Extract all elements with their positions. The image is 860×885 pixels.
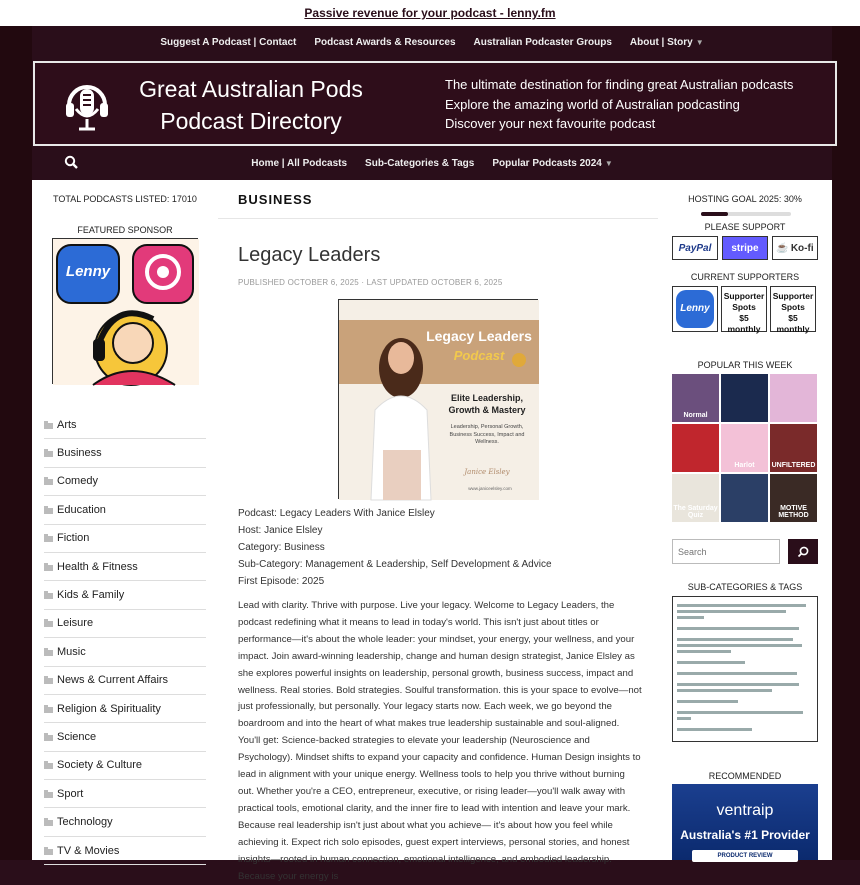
popular-podcast-tile[interactable] <box>721 474 768 522</box>
category-label: Music <box>57 645 86 658</box>
secondary-nav <box>32 146 832 180</box>
search-icon <box>797 546 809 558</box>
popular-podcast-tile[interactable] <box>672 424 719 472</box>
cover-subtext: Leadership, Personal Growth, Business Success, Impact and Wellness. <box>449 424 525 445</box>
tag-line <box>677 700 738 703</box>
podcast-details <box>238 506 552 591</box>
tag-line <box>677 689 772 692</box>
lenny-logo-text: Lenny <box>680 303 710 314</box>
category-item[interactable] <box>44 439 206 467</box>
folder-icon <box>44 650 53 656</box>
tag-line <box>677 616 704 619</box>
category-item[interactable] <box>44 496 206 524</box>
popular-podcast-tile[interactable] <box>770 424 817 472</box>
detail-first-episode: First Episode: 2025 <box>238 575 325 587</box>
recommended-ad[interactable] <box>672 784 818 860</box>
nav-label: Suggest A Podcast | Contact <box>160 36 297 48</box>
site-title <box>131 73 371 137</box>
folder-icon <box>44 593 53 599</box>
site-banner[interactable] <box>33 61 837 146</box>
nav-awards-resources[interactable] <box>305 37 464 48</box>
kofi-label: Ko-fi <box>790 242 814 254</box>
category-item[interactable] <box>44 411 206 439</box>
category-label: Society & Culture <box>57 759 142 772</box>
category-label: Kids & Family <box>57 589 125 602</box>
popular-podcast-tile[interactable] <box>770 374 817 422</box>
search-input[interactable] <box>672 539 780 564</box>
tag-line <box>677 650 731 653</box>
tile-label: The Saturday Quiz <box>673 505 718 519</box>
payment-buttons <box>672 236 818 260</box>
tag-line <box>677 717 691 720</box>
ventra-badge: PRODUCT REVIEW <box>692 850 798 862</box>
cover-signature: Janice Elsley <box>464 468 510 476</box>
category-label: Religion & Spirituality <box>57 702 161 715</box>
nav-label: Australian Podcaster Groups <box>473 36 612 48</box>
supporter-spot[interactable] <box>721 286 767 332</box>
nav-popular-2024[interactable] <box>483 158 621 169</box>
featured-sponsor-label: FEATURED SPONSOR <box>77 225 173 235</box>
folder-icon <box>44 820 53 826</box>
tagline: Discover your next favourite podcast <box>445 116 656 131</box>
tag-line <box>677 638 793 641</box>
promo-link[interactable]: Passive revenue for your podcast - lenny.fm <box>304 6 556 20</box>
category-label: Education <box>57 503 106 516</box>
category-label: Business <box>57 447 102 460</box>
recommended-label: RECOMMENDED <box>708 771 782 781</box>
supporters-row <box>672 286 818 332</box>
primary-nav <box>32 26 832 58</box>
sponsor-illustration <box>53 239 199 385</box>
nav-label: Podcast Awards & Resources <box>314 36 456 48</box>
popular-grid <box>672 374 818 522</box>
tagline: Explore the amazing world of Australian podcasting <box>445 96 740 112</box>
tag-line <box>677 661 745 664</box>
coffee-icon: ☕ <box>776 242 789 254</box>
folder-icon <box>44 536 53 542</box>
detail-host: Host: Janice Elsley <box>238 524 323 536</box>
site-title-line: Podcast Directory <box>160 108 342 134</box>
supporter-lenny[interactable] <box>672 286 718 332</box>
category-label: Comedy <box>57 475 98 488</box>
popular-podcast-tile[interactable] <box>721 374 768 422</box>
category-label: Fiction <box>57 532 90 545</box>
category-label: TV & Movies <box>57 844 120 857</box>
folder-icon <box>44 479 53 485</box>
featured-sponsor-ad[interactable] <box>52 238 198 384</box>
subcategories-label: SUB-CATEGORIES & TAGS <box>687 582 803 592</box>
supporter-spot[interactable] <box>770 286 816 332</box>
folder-icon <box>44 451 53 457</box>
tag-line <box>677 728 752 731</box>
tile-label: UNFILTERED <box>771 462 816 469</box>
spot-line: Supporter <box>723 291 765 301</box>
tag-line <box>677 711 803 714</box>
nav-suggest-contact[interactable] <box>151 37 305 48</box>
tag-line <box>677 604 806 607</box>
category-item[interactable] <box>44 525 206 553</box>
category-item[interactable] <box>44 808 206 836</box>
tag-line <box>677 627 799 630</box>
category-label: Health & Fitness <box>57 560 138 573</box>
tag-line <box>677 644 802 647</box>
search-icon[interactable] <box>64 155 78 169</box>
total-podcasts: TOTAL PODCASTS LISTED: 17010 <box>53 194 197 204</box>
spot-line: $5 <box>788 313 798 323</box>
folder-icon <box>44 678 53 684</box>
caret-down-icon: ▼ <box>604 158 613 168</box>
detail-category: Category: Business <box>238 541 325 553</box>
section-heading[interactable]: BUSINESS <box>238 192 313 207</box>
category-label: Leisure <box>57 617 94 630</box>
microphone-headphones-icon <box>63 75 111 133</box>
folder-icon <box>44 792 53 798</box>
kofi-button[interactable] <box>772 236 818 260</box>
stripe-label: stripe <box>731 242 759 254</box>
post-meta: PUBLISHED OCTOBER 6, 2025 · LAST UPDATED OCTOBER 6, 2025 <box>238 278 503 287</box>
podcast-cover-art <box>338 299 538 499</box>
category-item[interactable] <box>44 723 206 751</box>
stripe-button[interactable] <box>722 236 768 260</box>
folder-icon <box>44 735 53 741</box>
paypal-label: PayPal <box>678 242 712 254</box>
nav-subcategories-tags[interactable] <box>356 158 483 169</box>
spot-line: $5 <box>739 313 749 323</box>
spot-line: monthly <box>776 324 810 334</box>
category-item[interactable] <box>44 553 206 581</box>
category-item[interactable] <box>44 468 206 496</box>
folder-icon <box>44 423 53 429</box>
tag-line <box>677 683 799 686</box>
cover-title: Legacy Leaders <box>426 328 532 344</box>
category-item[interactable] <box>44 667 206 695</box>
folder-icon <box>44 707 53 713</box>
category-item[interactable] <box>44 837 206 865</box>
site-title-line: Great Australian Pods <box>139 76 363 102</box>
category-item[interactable] <box>44 581 206 609</box>
popular-podcast-tile[interactable] <box>770 474 817 522</box>
popular-podcast-tile[interactable] <box>672 474 719 522</box>
content-area <box>32 180 832 882</box>
ventra-brand: ventraip <box>716 802 774 819</box>
category-item[interactable] <box>44 610 206 638</box>
folder-icon <box>44 849 53 855</box>
spot-line: monthly <box>727 324 761 334</box>
paypal-button[interactable] <box>672 236 718 260</box>
category-item[interactable] <box>44 695 206 723</box>
secondary-nav-links <box>32 146 832 180</box>
spot-line: Spots <box>781 302 805 312</box>
detail-subcategory: Sub-Category: Management & Leadership, Self Development & Advice <box>238 558 552 570</box>
post-title[interactable]: Legacy Leaders <box>238 244 381 266</box>
section-divider <box>218 218 658 219</box>
cover-url: www.janiceelsley.com <box>468 486 512 491</box>
cover-headline: Elite Leadership, Growth & Mastery <box>448 393 526 415</box>
hosting-goal-progress <box>701 212 791 216</box>
promo-bar <box>0 0 860 26</box>
tile-label: Harlot <box>734 462 755 469</box>
folder-icon <box>44 621 53 627</box>
hosting-goal-label: HOSTING GOAL 2025: 30% <box>688 194 802 204</box>
nav-label: Popular Podcasts 2024 <box>492 157 602 169</box>
nav-home-all-podcasts[interactable] <box>242 158 356 169</box>
folder-icon <box>44 565 53 571</box>
folder-icon <box>44 508 53 514</box>
nav-label: Sub-Categories & Tags <box>365 157 475 169</box>
nav-about-story[interactable] <box>621 37 713 48</box>
support-label: PLEASE SUPPORT <box>704 222 786 232</box>
spot-line: Supporter <box>772 291 814 301</box>
tag-line <box>677 610 786 613</box>
lenny-logo <box>676 290 714 328</box>
spot-line: Spots <box>732 302 756 312</box>
category-item[interactable] <box>44 780 206 808</box>
ventra-headline: Australia's #1 Provider <box>680 828 810 842</box>
category-label: Arts <box>57 418 77 431</box>
subcategories-cloud[interactable] <box>672 596 818 742</box>
podcast-description: Lead with clarity. Thrive with purpose. Live your legacy. Welcome to Legacy Leaders, the podcast redefining what it means to lead in today's world. This isn't just about titles or performance—it's about the whole leader: your mindset, your energy, your wellness, and your impact. Join award-winning leadership, change and human design strategist, Janice Elsley as she explores powerful insights on leadership, personal growth, business success, impact and wellness. Real stories. Bold strategies. Soulful transformation. this is your space to evolve—not just professionally, but personally. Your legacy starts now. Each week, we go beyond the boardroom and into the heart of what makes true leadership sustainable and soul-aligned. You'll get: Science-backed strategies to elevate your leadership (Neuroscience and Psychology). Mindset shifts to expand your capacity and confidence. Human Design insights to lead in alignment with your unique energy. Wellness tools to help you thrive without burning out. Whether you're a CEO, entrepreneur, executive, or rising leader—you'll walk away with practical tools, emotional clarity, and the inner fire to lead with intention and leave your mark. Because real leadership isn't just about what you achieve— it's about how you feel while achieving it. Expect rich solo episodes, guest expert interviews, personal stories, and honest insights—rooted in human connection, emotional intelligence, and embodied leadership. Because your energy is <box>238 600 642 882</box>
category-item[interactable] <box>44 638 206 666</box>
popular-label: POPULAR THIS WEEK <box>697 360 793 370</box>
supporters-label: CURRENT SUPPORTERS <box>690 272 800 282</box>
sponsor-logo-text: Lenny <box>65 263 111 280</box>
tag-line <box>677 672 797 675</box>
hosting-goal-fill <box>701 212 728 216</box>
site-taglines <box>445 75 793 134</box>
nav-label: Home | All Podcasts <box>251 157 348 169</box>
popular-podcast-tile[interactable] <box>721 424 768 472</box>
category-label: Sport <box>57 787 84 800</box>
category-item[interactable] <box>44 752 206 780</box>
cover-subtitle: Podcast <box>453 348 505 363</box>
category-label: Technology <box>57 816 113 829</box>
nav-podcaster-groups[interactable] <box>465 37 621 48</box>
category-label: Science <box>57 730 97 743</box>
tagline: The ultimate destination for finding great Australian podcasts <box>445 77 794 92</box>
category-list <box>44 411 206 865</box>
tile-label: MOTIVE METHOD <box>778 505 809 519</box>
caret-down-icon: ▼ <box>695 37 704 47</box>
folder-icon <box>44 763 53 769</box>
search-button[interactable] <box>788 539 818 564</box>
category-label: News & Current Affairs <box>57 674 169 687</box>
nav-label: About | Story <box>629 36 693 48</box>
popular-podcast-tile[interactable] <box>672 374 719 422</box>
detail-podcast: Podcast: Legacy Leaders With Janice Elsley <box>238 508 435 519</box>
tile-label: Normal <box>683 412 708 419</box>
